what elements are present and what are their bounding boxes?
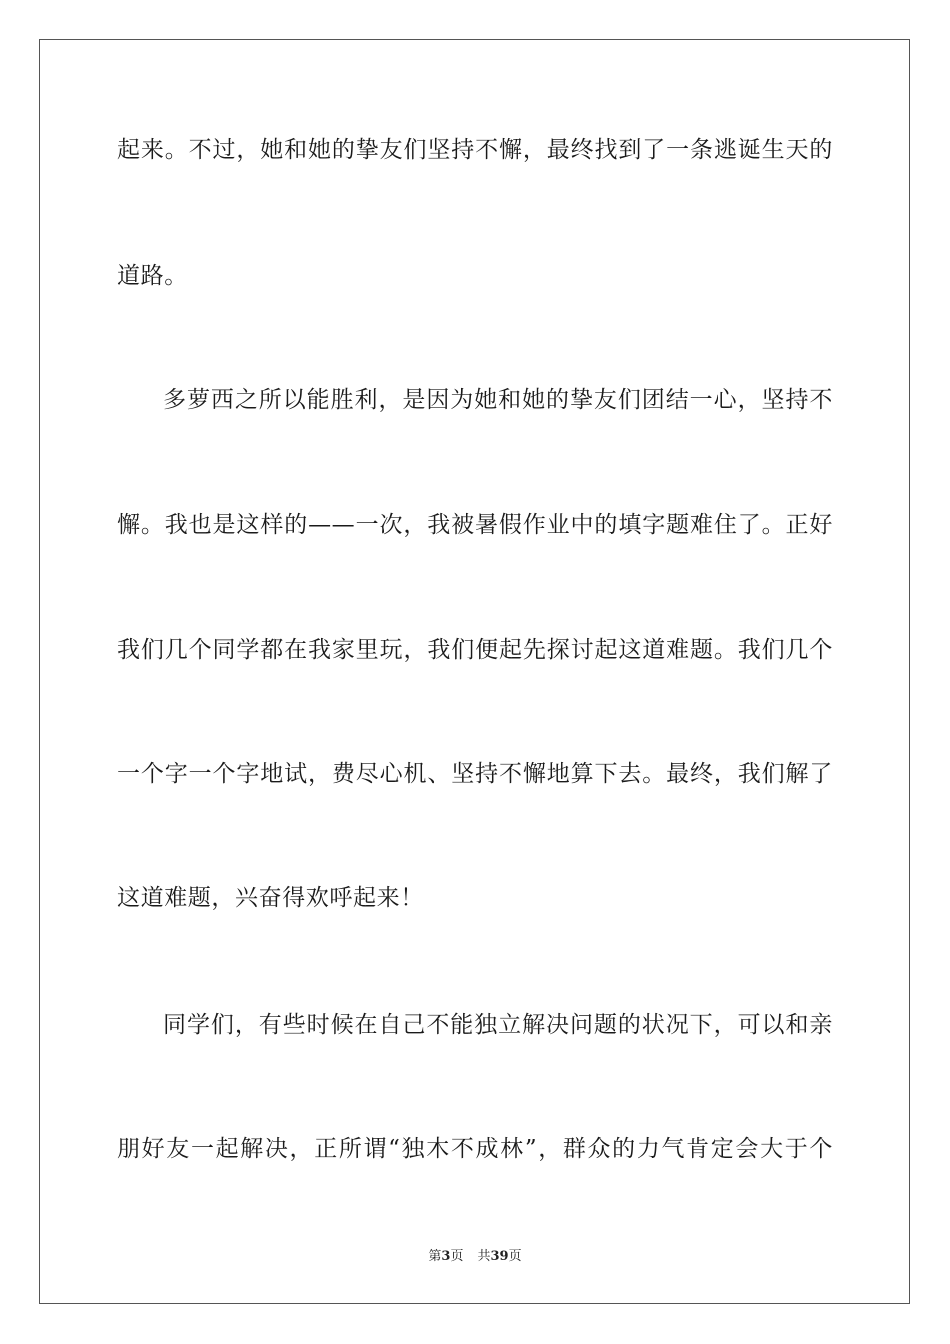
footer-total-number: 39 bbox=[490, 1249, 509, 1264]
footer-page-number: 3 bbox=[441, 1249, 451, 1264]
page-footer bbox=[0, 1248, 950, 1266]
text-line: 一个字一个字地试，费尽心机、坚持不懈地算下去。最终，我们解了 bbox=[117, 761, 833, 787]
text-line: 朋好友一起解决，正所谓“独木不成林”，群众的力气肯定会大于个 bbox=[117, 1136, 833, 1162]
text-line: 道路。 bbox=[117, 263, 188, 289]
text-line: 起来。不过，她和她的挚友们坚持不懈，最终找到了一条逃诞生天的 bbox=[117, 137, 833, 163]
text-line: 懈。我也是这样的——一次，我被暑假作业中的填字题难住了。正好 bbox=[117, 512, 833, 538]
footer-page-suffix: 页 bbox=[450, 1249, 464, 1264]
text-line: 这道难题，兴奋得欢呼起来！ bbox=[117, 885, 424, 911]
footer-page-prefix: 第 bbox=[428, 1249, 442, 1264]
paragraph-first-line: 同学们，有些时候在自己不能独立解决问题的状况下，可以和亲 bbox=[163, 1012, 833, 1038]
text-line: 我们几个同学都在我家里玩，我们便起先探讨起这道难题。我们几个 bbox=[117, 637, 833, 663]
footer-total-prefix: 共 bbox=[477, 1249, 491, 1264]
paragraph-first-line: 多萝西之所以能胜利，是因为她和她的挚友们团结一心，坚持不 bbox=[163, 387, 833, 413]
page-border bbox=[39, 39, 910, 1304]
footer-total-suffix: 页 bbox=[508, 1249, 522, 1264]
